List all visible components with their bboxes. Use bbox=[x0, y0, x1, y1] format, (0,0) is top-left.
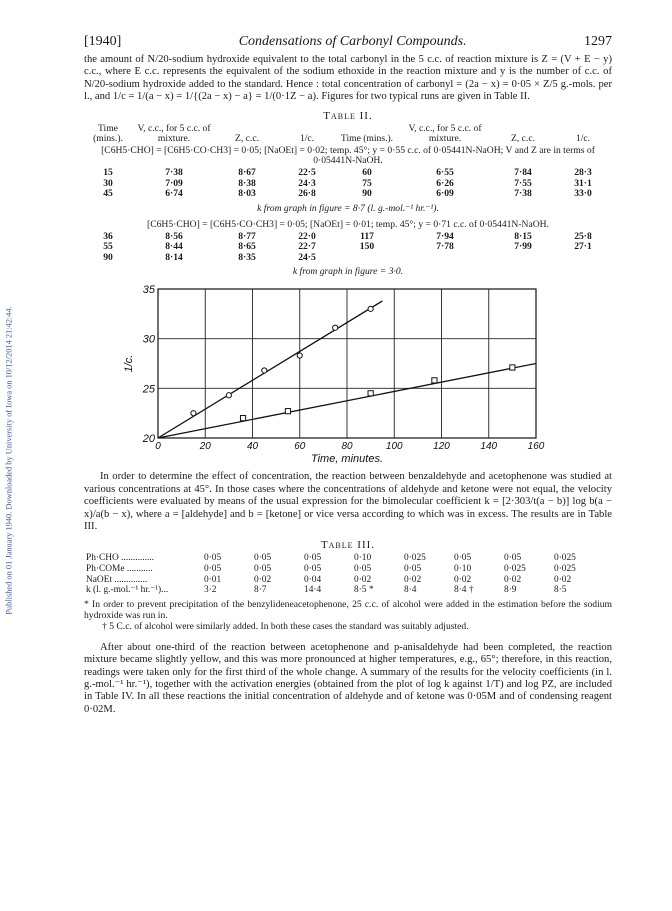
table-cell: 8·38 bbox=[238, 177, 256, 189]
table-cell: 0·05 bbox=[254, 553, 272, 564]
table-cell: 36 bbox=[103, 231, 113, 243]
table2-header: Time (mins.). bbox=[93, 122, 123, 145]
rate-plot bbox=[84, 283, 612, 465]
table-cell: 30 bbox=[103, 177, 113, 189]
table-cell: 0·05 bbox=[354, 563, 372, 574]
data-point-square bbox=[510, 365, 515, 370]
table-cell: 6·74 bbox=[165, 188, 183, 200]
concentration-paragraph: In order to determine the effect of concentration, the reaction between benzaldehyde and acetophenone was studied at various concentrations at 45°. In those cases where the concentrations of aldehyde and ketone were not equal, the velocity coefficients were evaluated by means of the usual expression for the bimolecular coefficient k = [2·303/t(a − b)] log b(a − x)/a(b − x), where a = [aldehyde] and b = [ketone] or vice versa according to which was in excess. The results are in Table III. bbox=[84, 471, 612, 532]
table-cell: 8·5 bbox=[554, 585, 567, 596]
table-cell: 0·05 bbox=[504, 553, 522, 564]
table-row bbox=[86, 553, 604, 564]
table-cell bbox=[398, 253, 492, 263]
table-cell bbox=[336, 253, 398, 263]
table2-caption: Table II. bbox=[323, 109, 373, 122]
row-label: NaOEt .............. bbox=[86, 574, 148, 585]
header-page-number: 1297 bbox=[583, 34, 612, 49]
table-cell: 8·7 bbox=[254, 585, 267, 596]
table-cell: 7·38 bbox=[514, 188, 532, 200]
data-point-square bbox=[368, 391, 373, 396]
table-cell: 0·025 bbox=[404, 553, 426, 564]
y-tick-label: 35 bbox=[142, 284, 155, 297]
table-cell: 0·02 bbox=[254, 574, 272, 585]
data-point-square bbox=[432, 378, 437, 383]
table-cell: 7·84 bbox=[514, 167, 532, 179]
header-year: [1940] bbox=[84, 34, 122, 49]
table-cell: 0·05 bbox=[254, 563, 272, 574]
row-label: Ph·COMe ........... bbox=[86, 563, 153, 574]
table-cell: 45 bbox=[103, 188, 113, 200]
table-row bbox=[86, 585, 604, 596]
table-cell: 0·02 bbox=[404, 574, 422, 585]
run1-table bbox=[84, 168, 612, 199]
table-cell: 8·56 bbox=[165, 231, 183, 243]
table-cell: 22·5 bbox=[298, 167, 316, 179]
x-axis-label: Time, minutes. bbox=[310, 453, 384, 466]
table-row bbox=[84, 242, 612, 252]
data-point-square bbox=[285, 409, 290, 414]
table-cell: 3·2 bbox=[204, 585, 217, 596]
table-cell: 75 bbox=[362, 177, 372, 189]
table-cell: 90 bbox=[103, 251, 113, 263]
table-cell: 60 bbox=[362, 167, 372, 179]
run1-k-value: k from graph in figure = 8·7 (l. g.-mol.⁻¹ hr.⁻¹). bbox=[257, 202, 439, 214]
table-cell: 28·3 bbox=[574, 167, 592, 179]
table-cell: 0·05 bbox=[204, 563, 222, 574]
intro-paragraph: the amount of N/20-sodium hydroxide equivalent to the total carbonyl in the 5 c.c. of reaction mixture is Z = (V + E − y) c.c., where E c.c. represents the equivalent of the sodium ethoxide in the reaction mixture and y is the number of c.c. of N/20-sodium hydroxide added to the standard. Hence : total concentration of carbonyl = (2a − x) = 0·05 × Z/5 g.-mols. per l., and 1/c = 1/(a − x) = 1/{(2a − x) − a} = 1/(0·1Z − a). Figures for two typical runs are given in Table II. bbox=[84, 54, 612, 103]
x-tick-label: 60 bbox=[294, 441, 306, 453]
table2-header: 1/c. bbox=[299, 133, 315, 145]
fit-line-circle bbox=[158, 301, 382, 438]
table-cell: 26·8 bbox=[298, 188, 316, 200]
data-point-circle bbox=[262, 368, 267, 373]
table2-header: Z, c.c. bbox=[511, 133, 535, 145]
table-cell: 0·025 bbox=[554, 563, 576, 574]
table-cell: 25·8 bbox=[574, 231, 592, 243]
download-notice-text: Published on 01 January 1940. Downloaded by University of Iowa on 10/12/2014 21:42:44. bbox=[4, 305, 14, 615]
x-tick-label: 120 bbox=[433, 441, 450, 453]
table-cell: 7·09 bbox=[165, 177, 183, 189]
footnote-star: * In order to prevent precipitation of the benzylideneacetophenone, 25 c.c. of alcohol were added in the estimation before the sodium hydroxide was run in. bbox=[84, 598, 612, 621]
table-cell: 0·05 bbox=[454, 553, 472, 564]
table-row bbox=[86, 564, 604, 575]
run1-condition: [C6H5·CHO] = [C6H5·CO·CH3] = 0·05; [NaOEt] = 0·02; temp. 45°; y = 0·55 c.c. of 0·05441N-NaOH; V and Z are in terms of 0·05441N-NaOH. bbox=[101, 144, 595, 167]
table-cell: 8·44 bbox=[165, 241, 183, 253]
y-tick-label: 20 bbox=[142, 433, 155, 446]
table-cell: 0·02 bbox=[354, 574, 372, 585]
running-header bbox=[84, 34, 612, 50]
table-cell: 8·4 † bbox=[454, 585, 474, 596]
data-point-circle bbox=[226, 393, 231, 398]
table3 bbox=[86, 553, 604, 595]
table-cell: 0·02 bbox=[554, 574, 572, 585]
data-point-circle bbox=[368, 307, 373, 312]
y-tick-label: 30 bbox=[142, 333, 155, 346]
table-row bbox=[84, 232, 612, 242]
table-cell: 6·26 bbox=[436, 177, 454, 189]
table-cell: 22·0 bbox=[298, 231, 316, 243]
table-cell: 8·03 bbox=[238, 188, 256, 200]
data-point-square bbox=[240, 416, 245, 421]
table-cell: 15 bbox=[103, 167, 113, 179]
table-cell: 0·05 bbox=[304, 553, 322, 564]
table-cell: 6·09 bbox=[436, 188, 454, 200]
table-cell: 8·77 bbox=[238, 231, 256, 243]
table2-header: Z, c.c. bbox=[235, 133, 259, 145]
table-cell: 24·3 bbox=[298, 177, 316, 189]
y-tick-label: 25 bbox=[142, 383, 155, 396]
table3-caption: Table III. bbox=[320, 539, 376, 552]
table2-header: 1/c. bbox=[575, 133, 591, 145]
table-cell: 0·05 bbox=[304, 563, 322, 574]
table-cell: 0·04 bbox=[304, 574, 322, 585]
table-cell: 117 bbox=[360, 231, 374, 243]
table-cell: 0·025 bbox=[504, 563, 526, 574]
table-cell: 0·025 bbox=[554, 553, 576, 564]
table-cell: 22·7 bbox=[298, 241, 316, 253]
table-cell: 8·65 bbox=[238, 241, 256, 253]
x-tick-label: 40 bbox=[246, 441, 259, 453]
anisaldehyde-paragraph: After about one-third of the reaction between acetophenone and p-anisaldehyde had been completed, the reaction mixture became slightly yellow, and this was more pronounced at higher temperatures, e.g., 65°; therefore, in this reaction, readings were taken only for the first third of the whole change. A summary of the results for the velocity coefficients (in l. g.-mol.⁻¹ hr.⁻¹), together with the activation energies (obtained from the plot of log k against 1/T) and log PZ, are included in Table IV. In all these reactions the initial concentration of aldehyde and of ketone was 0·05M and of condensing reagent 0·02M. bbox=[84, 641, 612, 715]
x-tick-label: 80 bbox=[341, 441, 353, 453]
table-cell: 0·10 bbox=[354, 553, 372, 564]
table2-header-row bbox=[84, 124, 612, 145]
x-tick-label: 20 bbox=[199, 441, 211, 453]
table-cell: 8·4 bbox=[404, 585, 417, 596]
footnote-dagger: † 5 C.c. of alcohol were similarly added. In both these cases the standard was suitably adjusted. bbox=[102, 620, 469, 632]
table-row bbox=[86, 575, 604, 586]
table-cell: 8·9 bbox=[504, 585, 517, 596]
x-tick-label: 100 bbox=[385, 441, 403, 453]
table2-header: V, c.c., for 5 c.c. of mixture. bbox=[137, 122, 211, 145]
page bbox=[84, 34, 612, 716]
table-cell: 8·35 bbox=[238, 251, 256, 263]
table-cell: 8·14 bbox=[165, 251, 183, 263]
table-row bbox=[84, 168, 612, 178]
run2-k-value: k from graph in figure = 3·0. bbox=[292, 266, 404, 278]
rate-plot-svg bbox=[84, 283, 612, 465]
table-cell: 7·38 bbox=[165, 167, 183, 179]
table-cell: 8·5 * bbox=[354, 585, 374, 596]
table-cell: 90 bbox=[362, 188, 372, 200]
table-cell: 27·1 bbox=[574, 241, 592, 253]
table-cell: 150 bbox=[359, 241, 375, 253]
data-point-circle bbox=[191, 411, 196, 416]
x-tick-label: 0 bbox=[155, 441, 161, 453]
x-tick-label: 160 bbox=[527, 441, 545, 453]
row-label: k (l. g.-mol.⁻¹ hr.⁻¹)... bbox=[86, 585, 169, 596]
table-cell: 14·4 bbox=[304, 585, 322, 596]
table-cell: 7·99 bbox=[514, 241, 532, 253]
table2-header: V, c.c., for 5 c.c. of mixture. bbox=[408, 122, 482, 145]
table-cell: 6·55 bbox=[436, 167, 454, 179]
table-cell: 7·78 bbox=[436, 241, 454, 253]
table-cell: 33·0 bbox=[574, 188, 592, 200]
data-point-circle bbox=[333, 325, 338, 330]
table-cell: 0·01 bbox=[204, 574, 222, 585]
table2-header: Time (mins.). bbox=[340, 133, 394, 145]
table-cell: 8·67 bbox=[238, 167, 256, 179]
table-row bbox=[84, 253, 612, 263]
table-cell: 0·05 bbox=[204, 553, 222, 564]
table-cell bbox=[492, 253, 554, 263]
table-cell: 31·1 bbox=[574, 177, 592, 189]
table-cell: 24·5 bbox=[298, 251, 316, 263]
table-cell: 0·10 bbox=[454, 563, 472, 574]
table-cell: 7·55 bbox=[514, 177, 532, 189]
run2-table bbox=[84, 232, 612, 263]
row-label: Ph·CHO .............. bbox=[86, 553, 154, 564]
table-cell bbox=[554, 253, 612, 263]
x-tick-label: 140 bbox=[480, 441, 498, 453]
run2-condition: [C6H5·CHO] = [C6H5·CO·CH3] = 0·05; [NaOEt] = 0·01; temp. 45°; y = 0·71 c.c. of 0·05441N-NaOH. bbox=[147, 218, 549, 230]
table-cell: 0·05 bbox=[404, 563, 422, 574]
table-cell: 0·02 bbox=[454, 574, 472, 585]
header-title: Condensations of Carbonyl Compounds. bbox=[238, 34, 467, 49]
table2 bbox=[84, 124, 612, 145]
y-axis-label: 1/c. bbox=[123, 354, 135, 373]
download-notice bbox=[2, 120, 16, 800]
table-row bbox=[84, 179, 612, 189]
table-cell: 7·94 bbox=[436, 231, 454, 243]
table-cell: 0·02 bbox=[504, 574, 522, 585]
data-point-circle bbox=[297, 353, 302, 358]
table-cell: 55 bbox=[103, 241, 113, 253]
table-row bbox=[84, 189, 612, 199]
table-cell: 8·15 bbox=[514, 231, 532, 243]
